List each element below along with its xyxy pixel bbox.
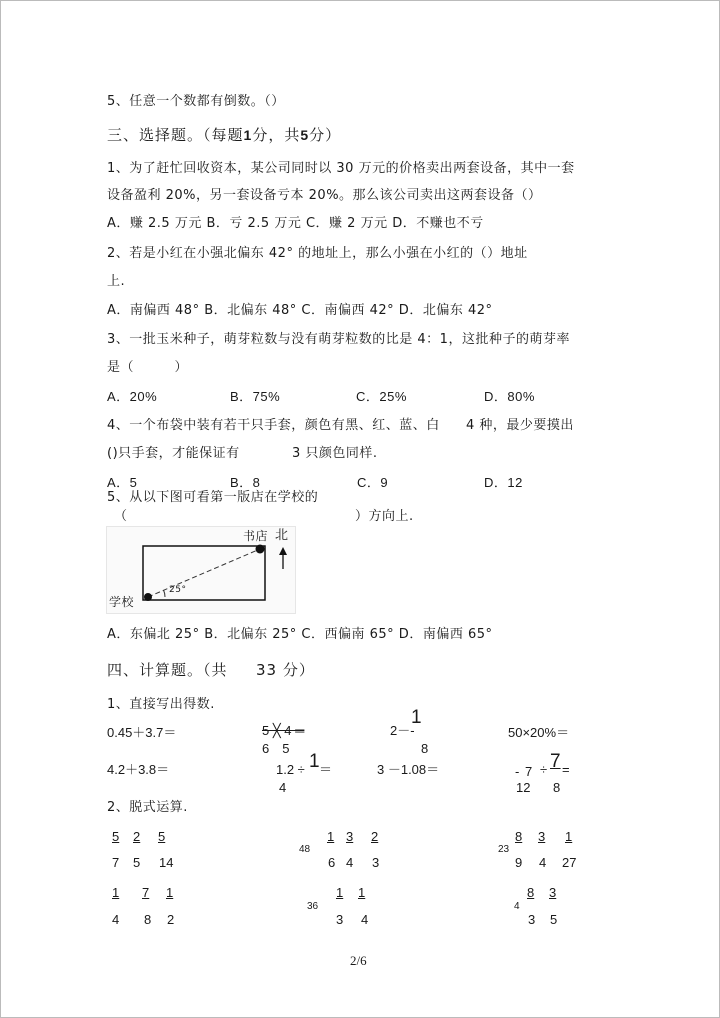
calc1-r2c4-seven: 7 bbox=[525, 764, 533, 779]
school-to-bookstore-line bbox=[148, 549, 260, 597]
calc1-r2c4-den-a: 12 bbox=[516, 780, 531, 795]
school-point bbox=[144, 593, 152, 601]
choice-q4-line1b: 4 种，最少要摸出 bbox=[466, 418, 574, 433]
calc1-r2c2-equals: ＝ bbox=[319, 762, 333, 777]
choice-q1-line1: 1、为了赶忙回收资本，某公司同时以 30 万元的价格卖出两套设备，其中一套 bbox=[107, 161, 575, 176]
section4-heading-b: 33 分） bbox=[256, 661, 315, 679]
calc1-r2c4-den-b: 8 bbox=[553, 780, 561, 795]
calc2-d-bot-1: 4 bbox=[112, 912, 120, 927]
map-angle-label: 25° bbox=[169, 585, 187, 595]
calc1-r2c3: 3 －1.08＝ bbox=[377, 762, 440, 777]
calc2-c-top-2: 3 bbox=[538, 829, 546, 844]
calc2-a-bot-3: 14 bbox=[159, 855, 174, 870]
calc2-e-bot-1: 3 bbox=[336, 912, 344, 927]
calc2-c-bot-1: 9 bbox=[515, 855, 523, 870]
choice-q4-option-a: A．5 bbox=[107, 475, 138, 490]
choice-q3-option-d: D．80% bbox=[484, 389, 535, 404]
section4-sub2: 2、脱式运算. bbox=[107, 800, 188, 815]
choice-q5-options: A．东偏北 25° B．北偏东 25° C．西偏南 65° D．南偏西 65° bbox=[107, 627, 493, 642]
calc2-d-top-2: 7 bbox=[142, 885, 150, 900]
calc2-c-top-1: 8 bbox=[515, 829, 523, 844]
choice-q4-option-d: D．12 bbox=[484, 475, 523, 490]
calc1-r1c3-denominator: 8 bbox=[421, 741, 429, 756]
choice-q3-option-c: C．25% bbox=[356, 389, 407, 404]
choice-q2-line2: 上. bbox=[107, 274, 126, 289]
calc1-r2c4-numerator: 7 bbox=[550, 751, 561, 772]
calc2-d-bot-2: 8 bbox=[144, 912, 152, 927]
calc2-d-top-3: 1 bbox=[166, 885, 174, 900]
calc2-f-prefix: 4 bbox=[514, 901, 520, 912]
choice-q4-line2b: 3 只颜色同样. bbox=[292, 446, 378, 461]
calc2-c-prefix: 23 bbox=[498, 844, 510, 855]
calc2-b-bot-1: 6 bbox=[328, 855, 336, 870]
map-school-label: 学校 bbox=[109, 595, 135, 609]
calc1-r1c1: 0.45＋3.7＝ bbox=[107, 725, 177, 740]
calc2-f-top-2: 3 bbox=[549, 885, 557, 900]
calc1-r1c3-numerator: 1 bbox=[411, 707, 422, 728]
page-number: 2/6 bbox=[350, 953, 367, 968]
calc1-r1c2-denominator: 6 5 bbox=[262, 741, 290, 756]
choice-q3-line2: 是（ ） bbox=[107, 360, 189, 375]
calc2-a-top-3: 5 bbox=[158, 829, 166, 844]
map-north-label: 北 bbox=[275, 528, 289, 543]
choice-q3-line1: 3、一批玉米种子，萌芽粒数与没有萌芽粒数的比是 4：1，这批种子的萌芽率 bbox=[107, 332, 570, 347]
calc2-a-bot-2: 5 bbox=[133, 855, 141, 870]
section4-heading-a: 四、计算题。（共 bbox=[107, 661, 228, 679]
bookstore-point bbox=[256, 545, 265, 554]
choice-q2-line1: 2、若是小红在小强北偏东 42° 的地址上，那么小强在小红的（）地址 bbox=[107, 246, 528, 261]
map-bookstore-label: 书店 bbox=[243, 529, 269, 543]
calc2-a-top-1: 5 bbox=[112, 829, 120, 844]
calc2-a-top-2: 2 bbox=[133, 829, 141, 844]
choice-q1-options: A．赚 2.5 万元 B．亏 2.5 万元 C．赚 2 万元 D．不赚也不亏 bbox=[107, 216, 484, 231]
calc1-r2c1: 4.2＋3.8＝ bbox=[107, 762, 170, 777]
direction-map-figure bbox=[106, 526, 296, 614]
calc2-b-prefix: 48 bbox=[299, 844, 311, 855]
calc2-e-top-1: 1 bbox=[336, 885, 344, 900]
calc2-c-bot-3: 27 bbox=[562, 855, 577, 870]
section3-heading: 三、选择题。（每题1分，共5分） bbox=[107, 126, 342, 144]
calc1-r2c2-denominator: 4 bbox=[279, 780, 287, 795]
choice-q2-options: A．南偏西 48° B．北偏东 48° C．南偏西 42° D．北偏东 42° bbox=[107, 303, 493, 318]
calc1-r1c3-prefix: 2－- bbox=[390, 723, 415, 738]
calc1-r1c4: 50×20%＝ bbox=[508, 725, 570, 740]
angle-arc bbox=[164, 590, 166, 597]
calc1-r2c2-prefix: 1.2 ÷ bbox=[276, 762, 305, 777]
choice-q4-line1a: 4、一个布袋中装有若干只手套，颜色有黑、红、蓝、白 bbox=[107, 418, 440, 433]
calc1-r2c4-dash: - bbox=[515, 764, 520, 779]
choice-q3-option-a: A．20% bbox=[107, 389, 158, 404]
calc2-b-top-3: 2 bbox=[371, 829, 379, 844]
calc2-b-bot-2: 4 bbox=[346, 855, 354, 870]
north-arrow-icon bbox=[279, 547, 287, 555]
calc2-f-bot-2: 5 bbox=[550, 912, 558, 927]
true-false-q5: 5、任意一个数都有倒数。（） bbox=[107, 94, 285, 109]
calc2-b-top-2: 3 bbox=[346, 829, 354, 844]
choice-q5-paren-open: （ bbox=[114, 509, 128, 524]
choice-q4-option-b: B．8 bbox=[230, 475, 261, 490]
calc2-c-top-3: 1 bbox=[565, 829, 573, 844]
calc1-r2c4-equals: = bbox=[562, 762, 570, 777]
choice-q4-line2a: ()只手套，才能保证有 bbox=[107, 446, 240, 461]
calc1-r1c2-numerator: 5 ╳ 4 ═ bbox=[262, 723, 305, 738]
choice-q1-line2: 设备盈利 20%，另一套设备亏本 20%。那么该公司卖出这两套设备（） bbox=[107, 188, 542, 203]
choice-q5-paren-close: ）方向上. bbox=[355, 509, 414, 524]
section4-sub1: 1、直接写出得数. bbox=[107, 697, 215, 712]
choice-q4-option-c: C．9 bbox=[357, 475, 389, 490]
calc2-e-prefix: 36 bbox=[307, 901, 319, 912]
calc2-b-bot-3: 3 bbox=[372, 855, 380, 870]
calc2-d-bot-3: 2 bbox=[167, 912, 175, 927]
choice-q3-option-b: B．75% bbox=[230, 389, 281, 404]
calc2-b-top-1: 1 bbox=[327, 829, 335, 844]
calc2-f-bot-1: 3 bbox=[528, 912, 536, 927]
calc1-r2c4-divide: ÷ bbox=[540, 762, 548, 777]
choice-q5-line1: 5、从以下图可看第一版店在学校的 bbox=[107, 490, 319, 505]
calc1-r2c2-numerator: 1 bbox=[309, 751, 320, 772]
calc2-f-top-1: 8 bbox=[527, 885, 535, 900]
calc2-c-bot-2: 4 bbox=[539, 855, 547, 870]
calc2-d-top-1: 1 bbox=[112, 885, 120, 900]
calc2-a-bot-1: 7 bbox=[112, 855, 120, 870]
calc2-e-bot-2: 4 bbox=[361, 912, 369, 927]
calc2-e-top-2: 1 bbox=[358, 885, 366, 900]
